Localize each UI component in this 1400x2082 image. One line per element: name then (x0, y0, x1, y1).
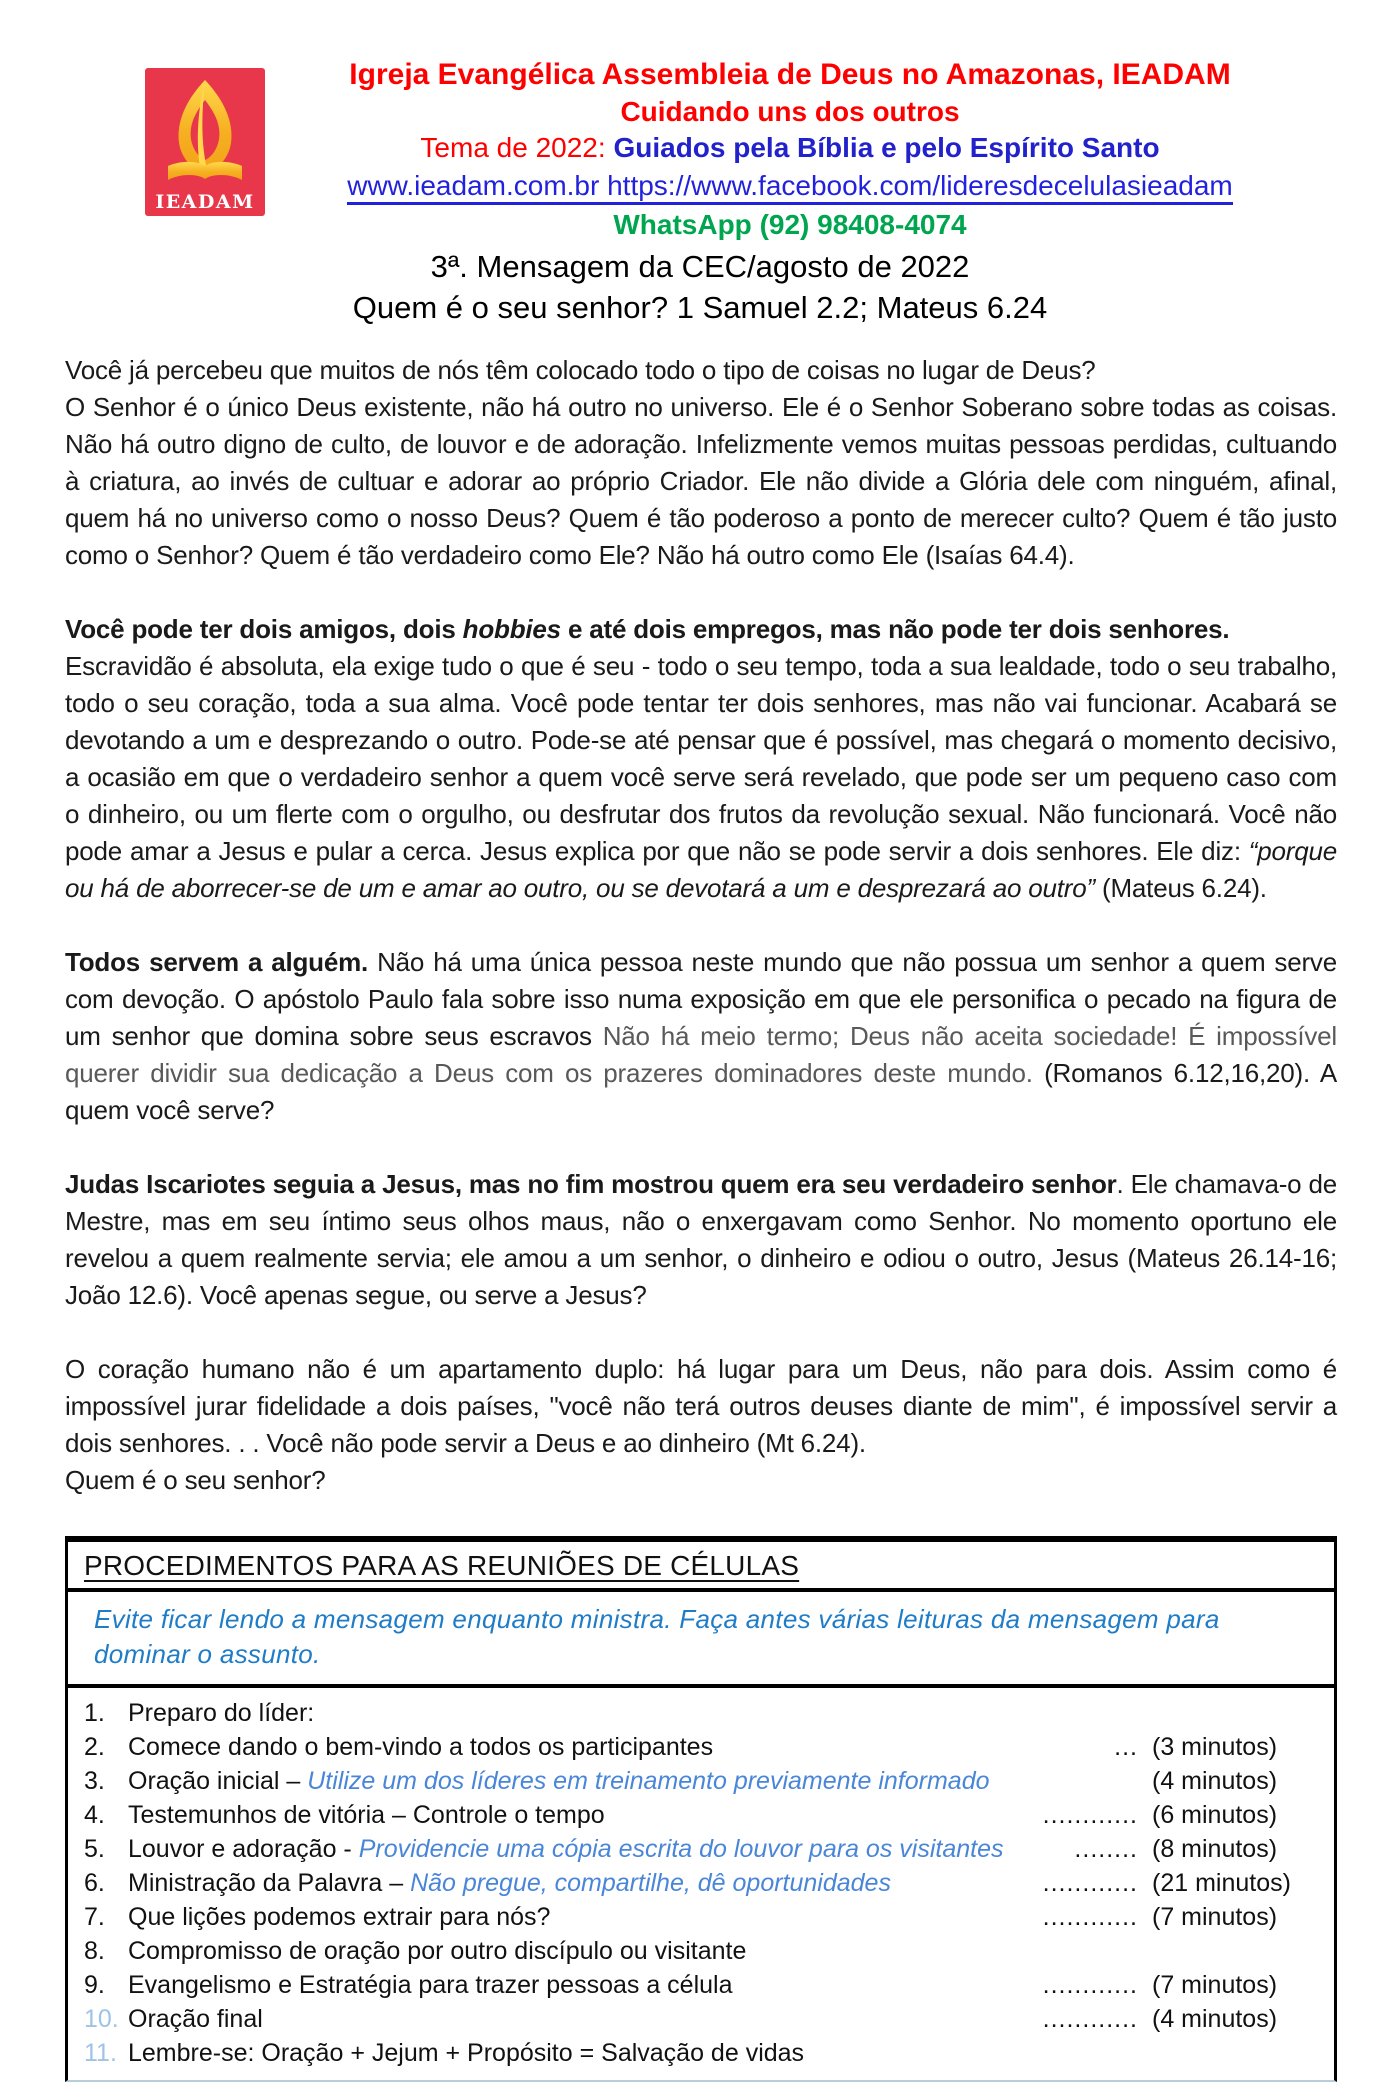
body-paragraph-3 (65, 944, 1337, 1129)
p1-text: O Senhor é o único Deus existente, não há outro no universo. Ele é o Senhor Soberano sobre todas as coisas. Não há outro digno de culto, de louvor e de adoração. Infelizmente vemos muitas pessoas perdidas, cultuando à criatura, ao invés de cultuar e adorar ao próprio Criador. Ele não divide a Glória dele com ninguém, afinal, quem há no universo como o nosso Deus? Quem é tão poderoso a ponto de merecer culto? Quem é tão justo como o Senhor? Quem é tão verdadeiro como Ele? Não há outro como Ele (Isaías 64.4). (65, 392, 1337, 570)
header-theme-line (270, 130, 1310, 166)
item-time: (7 minutos) (1152, 1971, 1278, 1999)
procedures-title-row (68, 1542, 1334, 1592)
body-paragraph-1 (65, 352, 1337, 574)
theme-label: Tema de 2022: (420, 132, 614, 163)
p3-text: Não há uma única pessoa neste mundo que não possua um senhor a quem serve com devoção. O apóstolo Paulo fala sobre isso numa exposição em que ele personifica o pecado na figura de um senhor que domina sobre seus escravos (65, 947, 1337, 1051)
item-text: Ministração da Palavra – (128, 1869, 411, 1897)
p5-question: Quem é o seu senhor? (65, 1465, 326, 1495)
p2-bold-end: e até dois empregos, mas não pode ter dois senhores. (560, 614, 1230, 644)
item-number: 6. (84, 1869, 105, 1897)
item-dots: ........ (1074, 1835, 1138, 1863)
item-text: Preparo do líder: (128, 1699, 315, 1727)
procedures-note: Evite ficar lendo a mensagem enquanto ministra. Faça antes várias leituras da mensagem para dominar o assunto. (68, 1592, 1334, 1688)
item-dots: ............ (1042, 1903, 1138, 1931)
message-body (65, 352, 1337, 1499)
procedures-list (68, 1688, 1334, 2080)
p2-text: Escravidão é absoluta, ela exige tudo o que é seu - todo o seu tempo, toda a sua lealdade, todo o seu trabalho, todo o seu coração, toda a sua alma. Você pode tentar ter dois senhores, mas não vai funcionar. Acabará se devotando a um e desprezando o outro. Pode-se até pensar que é possível, mas chegará o momento decisivo, a ocasião em que o verdadeiro senhor a quem você serve será revelado, que pode ser um pequeno caso com o dinheiro, ou um flerte com o orgulho, ou desfrutar dos frutos da revolução sexual. Não funcionará. Você não pode amar a Jesus e pular a cerca. Jesus explica por que não se pode servir a dois senhores. Ele diz: (65, 651, 1337, 866)
item-text: Lembre-se: Oração + Jejum + Propósito = Salvação de vidas (128, 2039, 805, 2067)
p3-reference: (Romanos 6.12,16,20). A quem você serve? (65, 1058, 1337, 1125)
p2-bold-italic: hobbies (462, 614, 561, 644)
procedure-item-6 (84, 1866, 1304, 1900)
logo-wordmark: IEADAM (155, 191, 255, 213)
item-time: (4 minutos) (1152, 2005, 1278, 2033)
message-number: 3ª. Mensagem da CEC/agosto de 2022 (430, 249, 970, 284)
item-note-blue: Não pregue, compartilhe, dê oportunidades (410, 1869, 891, 1897)
page-title: Quem é o seu senhor? 1 Samuel 2.2; Mateus 6.24 (352, 290, 1048, 325)
p2-quote: “porque ou há de aborrecer-se de um e amar ao outro, ou se devotará a um e desprezará ao outro” (65, 836, 1337, 903)
item-dots: ............ (1042, 1869, 1138, 1897)
procedure-item-8 (84, 1934, 1304, 1968)
body-paragraph-5 (65, 1351, 1337, 1499)
body-paragraph-2 (65, 611, 1337, 907)
item-number: 9. (84, 1971, 105, 1999)
ieadam-logo (145, 68, 265, 216)
item-dots: ... (1114, 1733, 1138, 1761)
item-number: 2. (84, 1733, 105, 1761)
p4-text: . Ele chamava-o de Mestre, mas em seu íntimo seus olhos maus, não o enxergavam como Senhor. No momento oportuno ele revelou a quem realmente servia; ele amou a um senhor, o dinheiro e odiou o outro, Jesus (Mateus 26.14-16; João 12.6). Você apenas segue, ou serve a Jesus? (65, 1169, 1337, 1310)
procedure-item-4 (84, 1798, 1304, 1832)
item-text: Evangelismo e Estratégia para trazer pessoas a célula (128, 1971, 733, 1999)
item-time: (8 minutos) (1152, 1835, 1278, 1863)
item-note-blue: Utilize um dos líderes em treinamento previamente informado (307, 1767, 990, 1795)
item-dots: ............ (1042, 2005, 1138, 2033)
item-time: (7 minutos) (1152, 1903, 1278, 1931)
item-number: 1. (84, 1699, 105, 1727)
item-text: Testemunhos de vitória – Controle o tempo (128, 1801, 605, 1829)
whatsapp-number: WhatsApp (92) 98408-4074 (613, 209, 967, 240)
logo-image (145, 68, 265, 216)
item-text: Que lições podemos extrair para nós? (128, 1903, 551, 1931)
header-org-name: Igreja Evangélica Assembleia de Deus no Amazonas, IEADAM (349, 58, 1231, 91)
procedures-title: PROCEDIMENTOS PARA AS REUNIÕES DE CÉLULAS (84, 1550, 800, 1581)
item-note-blue: Providencie uma cópia escrita do louvor para os visitantes (358, 1835, 1004, 1863)
item-number: 3. (84, 1767, 105, 1795)
procedure-item-10 (84, 2002, 1304, 2036)
item-time: (21 minutos) (1152, 1869, 1291, 1897)
item-time: (3 minutos) (1152, 1733, 1278, 1761)
item-number: 11. (84, 2039, 117, 2067)
p3-gray-text: Não há meio termo; Deus não aceita sociedade! É impossível querer dividir sua dedicação a Deus com os prazeres dominadores deste mundo. (65, 1021, 1337, 1088)
item-number: 5. (84, 1835, 105, 1863)
item-number: 10. (84, 2005, 119, 2033)
website-facebook-link[interactable]: www.ieadam.com.br https://www.facebook.com/lideresdecelulasieadam (347, 170, 1233, 205)
p4-bold: Judas Iscariotes seguia a Jesus, mas no fim mostrou quem era seu verdadeiro senhor (65, 1169, 1117, 1199)
item-time: (6 minutos) (1152, 1801, 1278, 1829)
procedure-item-2 (84, 1730, 1304, 1764)
procedure-item-7 (84, 1900, 1304, 1934)
procedure-item-5 (84, 1832, 1304, 1866)
procedure-item-3 (84, 1764, 1304, 1798)
procedure-item-11 (84, 2036, 1304, 2070)
item-number: 7. (84, 1903, 105, 1931)
body-paragraph-4 (65, 1166, 1337, 1314)
item-dots: ............ (1042, 1971, 1138, 1999)
procedure-item-9 (84, 1968, 1304, 2002)
document-header (270, 0, 1310, 244)
p2-bold: Você pode ter dois amigos, dois (65, 614, 463, 644)
item-number: 4. (84, 1801, 105, 1829)
theme-value: Guiados pela Bíblia e pelo Espírito Santo (613, 132, 1160, 163)
procedures-box (65, 1536, 1337, 2082)
item-text: Compromisso de oração por outro discípulo ou visitante (128, 1937, 747, 1965)
item-text: Oração final (128, 2005, 263, 2033)
item-time: (4 minutos) (1152, 1767, 1278, 1795)
procedure-item-1 (84, 1696, 1304, 1730)
item-text: Comece dando o bem-vindo a todos os participantes (128, 1733, 714, 1761)
p5-text: O coração humano não é um apartamento duplo: há lugar para um Deus, não para dois. Assim como é impossível jurar fidelidade a dois países, "você não terá outros deuses diante de mim", é impossível servir a dois senhores. . . Você não pode servir a Deus e ao dinheiro (Mt 6.24). (65, 1354, 1337, 1458)
p3-bold: Todos servem a alguém. (65, 947, 369, 977)
header-motto: Cuidando uns dos outros (620, 96, 960, 127)
p1-intro: Você já percebeu que muitos de nós têm colocado todo o tipo de coisas no lugar de Deus? (65, 355, 1096, 385)
item-text: Oração inicial – (128, 1767, 308, 1795)
message-titles (0, 246, 1400, 328)
item-text: Louvor e adoração - (128, 1835, 359, 1863)
item-dots: ............ (1042, 1801, 1138, 1829)
p2-reference: (Mateus 6.24). (1094, 873, 1267, 903)
item-number: 8. (84, 1937, 105, 1965)
header-links-line (270, 166, 1310, 206)
